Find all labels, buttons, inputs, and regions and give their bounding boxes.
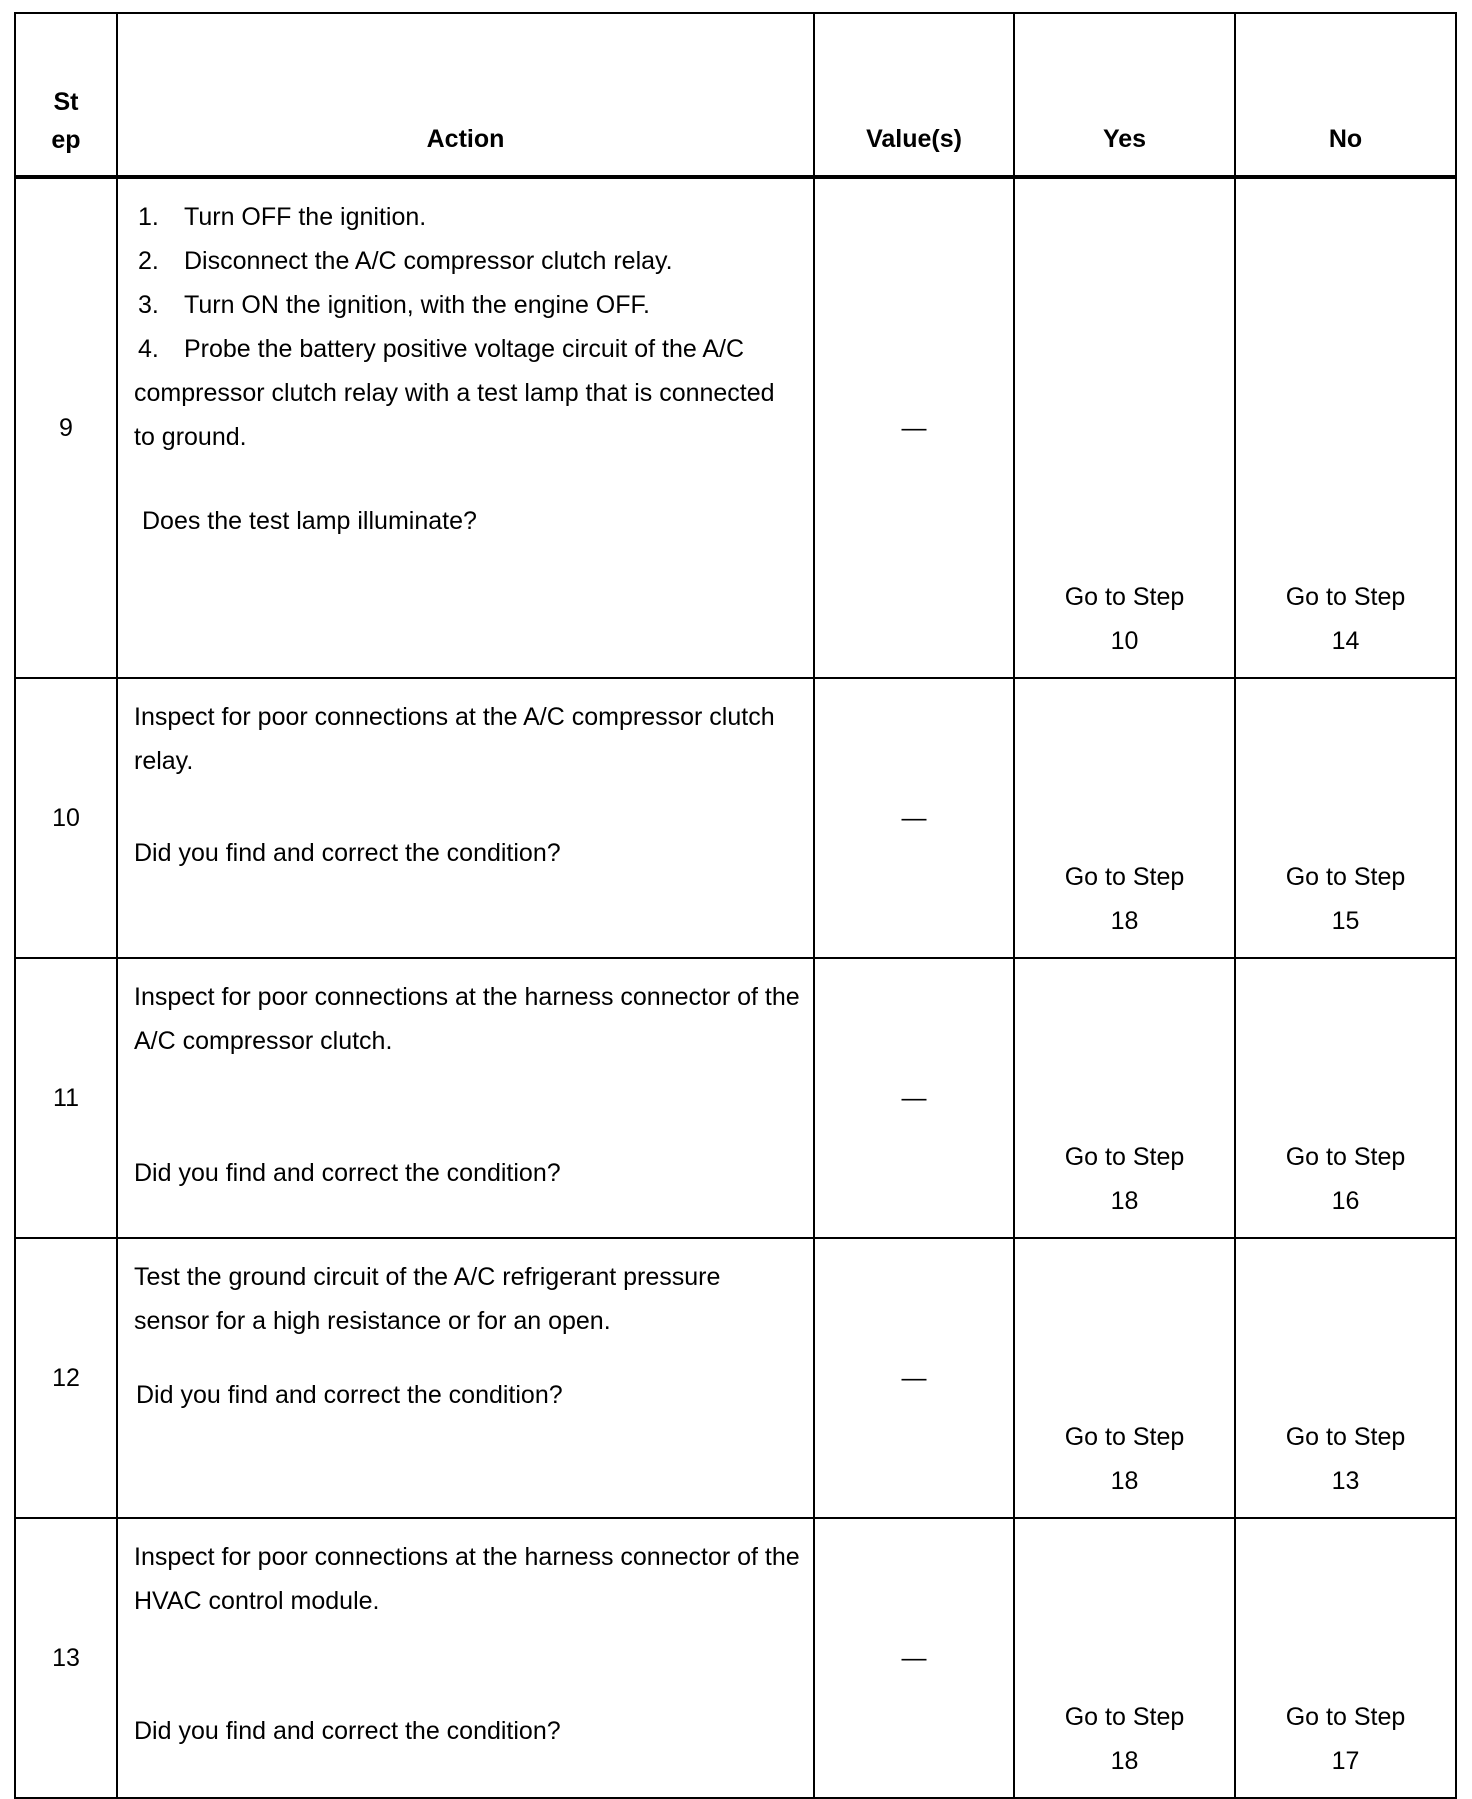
yes-goto-step: 18 xyxy=(1110,1747,1139,1775)
action-step-text: Turn OFF the ignition. xyxy=(184,203,427,231)
action-question: Did you find and correct the condition? xyxy=(134,1717,561,1745)
value-cell: — xyxy=(814,177,1014,678)
action-question: Did you find and correct the condition? xyxy=(136,1381,563,1409)
yes-goto-label: Go to Step xyxy=(1064,1143,1185,1171)
no-goto-step: 14 xyxy=(1331,627,1360,655)
table-row xyxy=(15,678,1456,958)
no-cell xyxy=(1235,958,1456,1238)
value-cell: — xyxy=(814,678,1014,958)
action-step-text: Disconnect the A/C compressor clutch relay. xyxy=(184,247,673,275)
value-cell: — xyxy=(814,1518,1014,1798)
table-row xyxy=(15,1238,1456,1518)
action-question: Did you find and correct the condition? xyxy=(134,839,561,867)
action-question: Does the test lamp illuminate? xyxy=(142,507,477,535)
no-goto-label: Go to Step xyxy=(1285,583,1406,611)
action-step-text: Probe the battery positive voltage circuit of the A/C compressor clutch relay with a test lamp that is connected to ground. xyxy=(134,335,775,451)
step-number: 12 xyxy=(15,1238,117,1518)
header-step-line1: St xyxy=(53,88,79,116)
action-text: Inspect for poor connections at the harness connector of the HVAC control module. xyxy=(134,1543,800,1615)
value-cell: — xyxy=(814,958,1014,1238)
action-step-number: 2. xyxy=(138,247,159,275)
header-values: Value(s) xyxy=(814,13,1014,177)
yes-cell xyxy=(1014,177,1235,678)
step-number: 9 xyxy=(15,177,117,678)
no-cell xyxy=(1235,1238,1456,1518)
action-cell xyxy=(117,1518,814,1798)
table-row xyxy=(15,958,1456,1238)
no-goto-step: 16 xyxy=(1331,1187,1360,1215)
no-cell xyxy=(1235,1518,1456,1798)
action-step-text: Turn ON the ignition, with the engine OFF. xyxy=(184,291,650,319)
action-text: Test the ground circuit of the A/C refrigerant pressure sensor for a high resistance or for an open. xyxy=(134,1263,721,1335)
no-goto-step: 15 xyxy=(1331,907,1360,935)
header-yes: Yes xyxy=(1014,13,1235,177)
table-body xyxy=(15,177,1456,1798)
step-number: 13 xyxy=(15,1518,117,1798)
step-number: 11 xyxy=(15,958,117,1238)
yes-cell xyxy=(1014,678,1235,958)
yes-goto-label: Go to Step xyxy=(1064,863,1185,891)
action-steps-list xyxy=(134,195,801,459)
yes-goto-label: Go to Step xyxy=(1064,1703,1185,1731)
action-cell xyxy=(117,1238,814,1518)
action-step-item xyxy=(134,239,801,283)
header-row xyxy=(15,13,1456,177)
yes-goto-step: 18 xyxy=(1110,1467,1139,1495)
action-text: Inspect for poor connections at the harness connector of the A/C compressor clutch. xyxy=(134,983,800,1055)
table-row xyxy=(15,177,1456,678)
action-step-number: 3. xyxy=(138,291,159,319)
no-cell xyxy=(1235,678,1456,958)
action-step-item xyxy=(134,283,801,327)
no-goto-label: Go to Step xyxy=(1285,863,1406,891)
no-cell xyxy=(1235,177,1456,678)
yes-goto-label: Go to Step xyxy=(1064,583,1185,611)
header-step-line2: ep xyxy=(51,126,81,154)
action-step-item xyxy=(134,327,801,459)
action-cell xyxy=(117,678,814,958)
step-number: 10 xyxy=(15,678,117,958)
no-goto-step: 17 xyxy=(1331,1747,1360,1775)
action-step-item xyxy=(134,195,801,239)
yes-goto-label: Go to Step xyxy=(1064,1423,1185,1451)
yes-cell xyxy=(1014,958,1235,1238)
action-cell xyxy=(117,177,814,678)
yes-goto-step: 18 xyxy=(1110,1187,1139,1215)
value-cell: — xyxy=(814,1238,1014,1518)
header-no: No xyxy=(1235,13,1456,177)
header-step xyxy=(15,13,117,177)
action-step-number: 4. xyxy=(138,335,159,363)
no-goto-label: Go to Step xyxy=(1285,1423,1406,1451)
action-question: Did you find and correct the condition? xyxy=(134,1159,561,1187)
no-goto-step: 13 xyxy=(1331,1467,1360,1495)
action-step-number: 1. xyxy=(138,203,159,231)
table-row xyxy=(15,1518,1456,1798)
action-cell xyxy=(117,958,814,1238)
header-action: Action xyxy=(117,13,814,177)
table-header xyxy=(15,13,1456,177)
yes-cell xyxy=(1014,1238,1235,1518)
yes-goto-step: 10 xyxy=(1110,627,1139,655)
yes-cell xyxy=(1014,1518,1235,1798)
diagnostic-table xyxy=(14,12,1457,1799)
action-text: Inspect for poor connections at the A/C compressor clutch relay. xyxy=(134,703,775,775)
no-goto-label: Go to Step xyxy=(1285,1143,1406,1171)
no-goto-label: Go to Step xyxy=(1285,1703,1406,1731)
yes-goto-step: 18 xyxy=(1110,907,1139,935)
